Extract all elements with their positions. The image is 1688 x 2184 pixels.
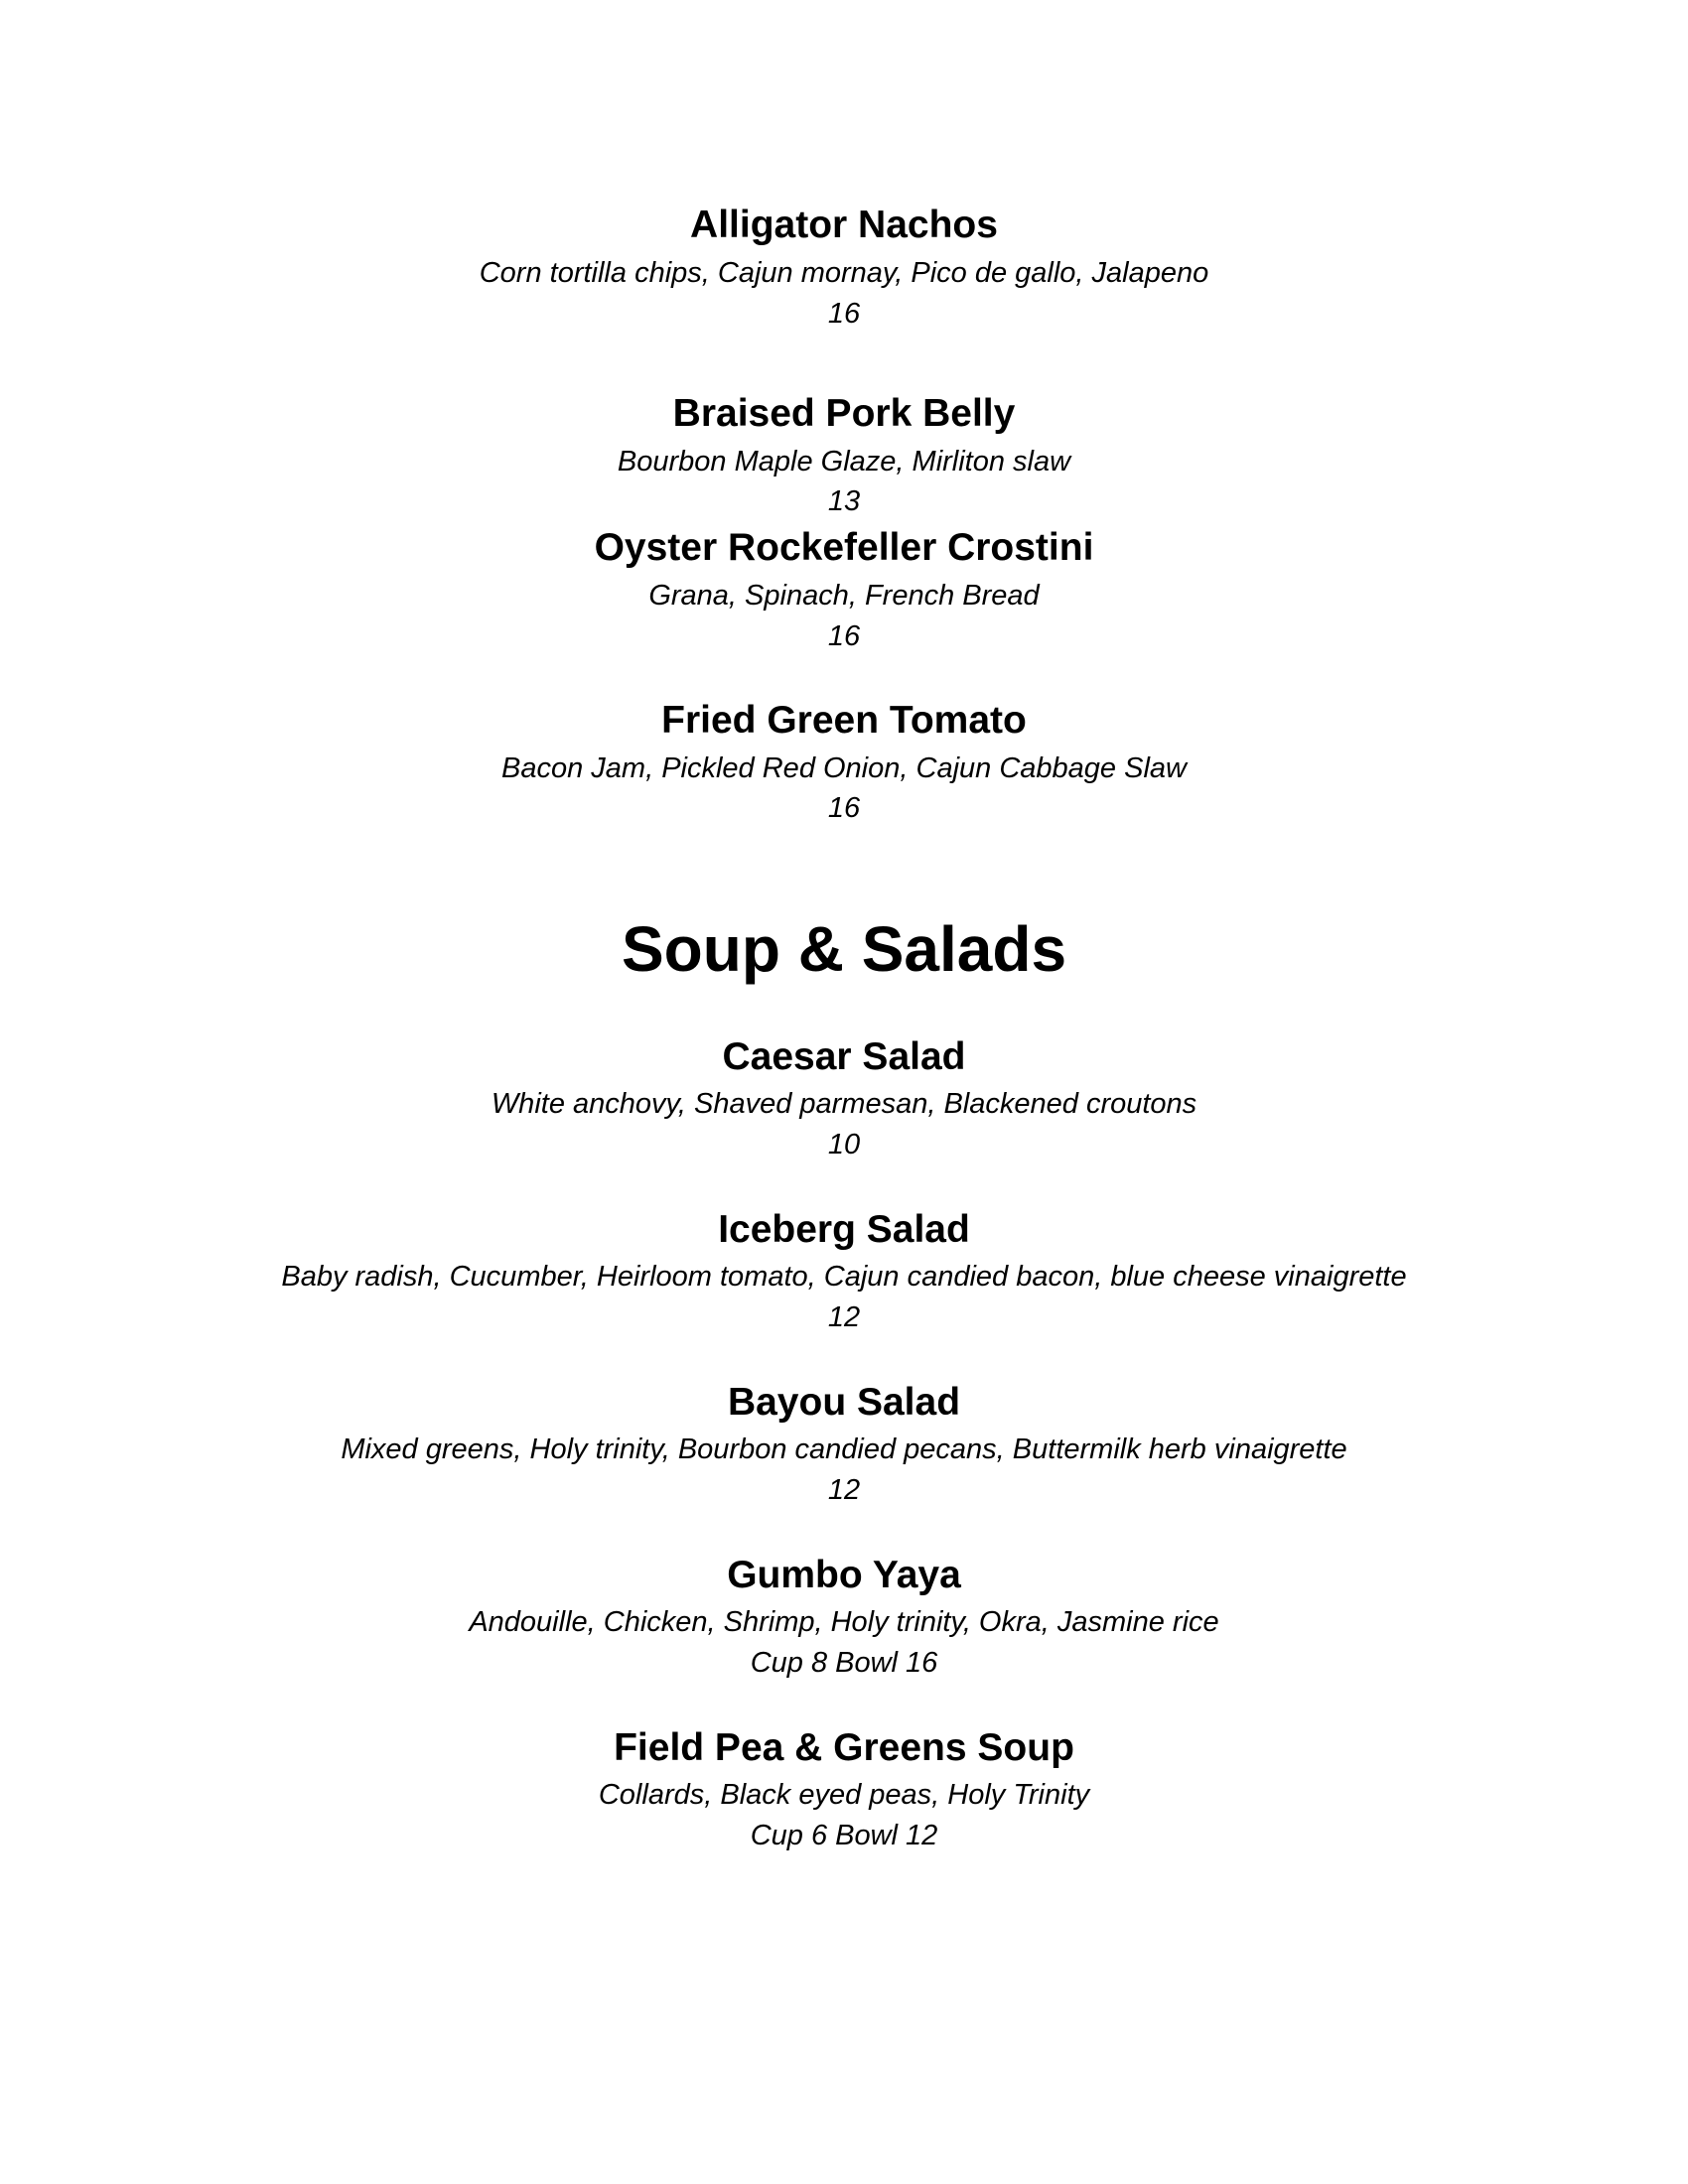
menu-item-price: Cup 6 Bowl 12	[750, 1820, 938, 1851]
menu-item-price: 12	[827, 1474, 861, 1506]
section-title: Soup & Salads	[621, 913, 1067, 985]
menu-item-price: Cup 8 Bowl 16	[750, 1647, 938, 1679]
menu-item-price: 16	[827, 792, 861, 824]
menu-item-name: Alligator Nachos	[690, 204, 998, 246]
menu-item-description: Bacon Jam, Pickled Red Onion, Cajun Cabbage Slaw	[501, 752, 1187, 784]
menu-item-name: Iceberg Salad	[718, 1208, 970, 1251]
menu-item-name: Bayou Salad	[727, 1381, 961, 1424]
menu-item-name: Braised Pork Belly	[672, 392, 1016, 435]
menu-item-name: Gumbo Yaya	[727, 1554, 961, 1596]
menu-item-name: Caesar Salad	[722, 1035, 966, 1078]
menu-item-description: Bourbon Maple Glaze, Mirliton slaw	[617, 446, 1071, 478]
menu-item-price: 10	[827, 1129, 861, 1160]
menu-item-price: 12	[827, 1301, 861, 1333]
menu-item-description: Mixed greens, Holy trinity, Bourbon candied pecans, Buttermilk herb vinaigrette	[341, 1433, 1347, 1465]
menu-item-price: 13	[827, 485, 861, 517]
menu-item-name: Fried Green Tomato	[661, 699, 1027, 742]
menu-item-description: White anchovy, Shaved parmesan, Blackened croutons	[491, 1088, 1197, 1120]
menu-item-price: 16	[827, 298, 861, 330]
menu-item-price: 16	[827, 620, 861, 652]
menu-item-description: Baby radish, Cucumber, Heirloom tomato, Cajun candied bacon, blue cheese vinaigrette	[281, 1261, 1407, 1293]
menu-item-name: Oyster Rockefeller Crostini	[594, 526, 1094, 569]
menu-item-description: Andouille, Chicken, Shrimp, Holy trinity, Okra, Jasmine rice	[469, 1606, 1219, 1638]
menu-item-name: Field Pea & Greens Soup	[614, 1726, 1074, 1769]
menu-item-description: Collards, Black eyed peas, Holy Trinity	[598, 1779, 1090, 1811]
menu-item-description: Grana, Spinach, French Bread	[648, 580, 1040, 612]
menu-item-description: Corn tortilla chips, Cajun mornay, Pico de gallo, Jalapeno	[479, 257, 1209, 289]
